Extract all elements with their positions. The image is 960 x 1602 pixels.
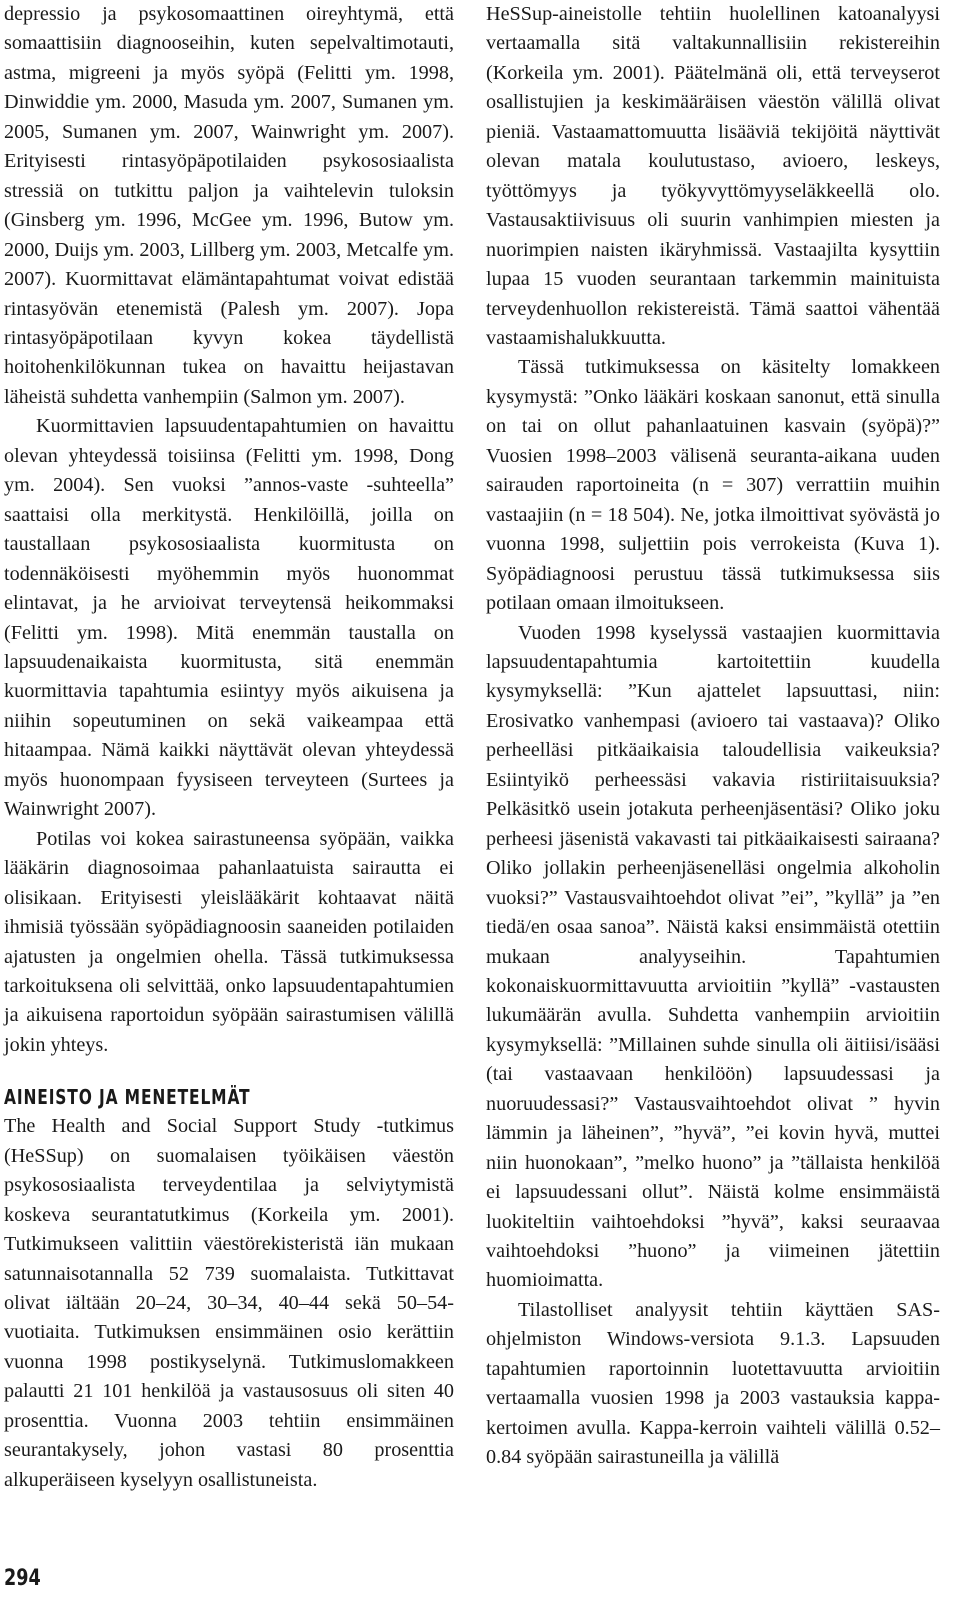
body-paragraph: depressio ja psykosomaattinen oireyhtymä, että somaattisiin diagnooseihin, kuten sepelvaltimotauti, astma, migreeni ja myös syöpä (Felitti ym. 1998, Dinwiddie ym. 2000, Masuda ym. 2007, Sumanen ym. 2005, Sumanen ym. 2007, Wainwright ym. 2007). Erityisesti rintasyöpäpotilaiden psykososiaalista stressiä on tutkittu paljon ja vaihtelevin tuloksin (Ginsberg ym. 1996, McGee ym. 1996, Butow ym. 2000, Duijs ym. 2003, Lillberg ym. 2003, Metcalfe ym. 2007). Kuormittavat elämäntapahtumat voivat edistää rintasyövän etenemistä (Palesh ym. 2007). Jopa rintasyöpäpotilaan kyvyn kokea täydellistä hoitohenkilökunnan tukea on havaittu heijastavan läheistä suhdetta vanhempiin (Salmon ym. 2007). [4,3,454,408]
section-heading: AINEISTO JA MENETELMÄT [4,1085,251,1110]
body-paragraph: Tässä tutkimuksessa on käsitelty lomakkeen kysymystä: ”Onko lääkäri koskaan sanonut, että sinulla on tai on ollut pahanlaatuinen kasvain (syöpä)?” Vuosien 1998–2003 välisenä seuranta-aikana uuden sairauden raportoineita (n = 307) verrattiin muihin vastaajiin (n = 18 504). Ne, jotka ilmoittivat syövästä jo vuonna 1998, suljettiin pois verrokeista (Kuva 1). Syöpädiagnoosi perustuu tässä tutkimuksessa siis potilaan omaan ilmoitukseen. [486,356,940,615]
left-column [4,0,454,1495]
body-paragraph: HeSSup-aineistolle tehtiin huolellinen katoanalyysi vertaamalla sitä valtakunnallisiin rekistereihin (Korkeila ym. 2001). Päätelmänä oli, että terveyserot osallistujien ja keskimääräisen väestön välillä olivat pieniä. Vastaamattomuutta lisääviä tekijöitä näyttivät olevan matala koulutustaso, avioero, leskeys, työttömyys ja työkyvyttömyyseläkkeellä olo. Vastausaktiivisuus oli suurin vanhimpien miesten ja nuorimpien naisten ikäryhmissä. Vastaajilta kysyttiin lupaa 15 vuoden seurantaan tarkemmin mainituista terveydenhuollon rekistereistä. Tämä saattoi vähentää vastaamishalukkuutta. [486,3,940,349]
body-paragraph: Tilastolliset analyysit tehtiin käyttäen SAS-ohjelmiston Windows-versiota 9.1.3. Lapsuuden tapahtumien raportoinnin luotettavuutta arvioitiin vertaamalla vuosien 1998 ja 2003 vastauksia kappa-kertoimen avulla. Kappa-kerroin vaihteli välillä 0.52–0.84 syöpään sairastuneilla ja välillä [486,1298,940,1469]
body-paragraph: Vuoden 1998 kyselyssä vastaajien kuormittavia lapsuudentapahtumia kartoitettiin kuudella kysymyksellä: ”Kun ajattelet lapsuuttasi, niin: Erosivatko vanhempasi (avioero tai vastaava)? Oliko perheelläsi pitkäaikaisia taloudellisia vaikeuksia? Esiintyikö perheessäsi vakavia ristiriitaisuuksia? Pelkäsitkö usein jotakuta perheenjäsentäsi? Oliko joku perheesi jäsenistä vakavasti tai pitkäaikaisesti sairaana? Oliko jollakin perheenjäsenelläsi ongelmia alkoholin vuoksi?” Vastausvaihtoehdot olivat ”ei”, ”kyllä” ja ”en tiedä/en osaa sanoa”. Näistä kaksi ensimmäistä otettiin mukaan analyyseihin. Tapahtumien kokonaiskuormittavuutta arvioitiin ”kyllä” -vastausten lukumäärän avulla. Suhdetta vanhempiin arvioitiin kysymyksellä: ”Millainen suhde sinulla oli äitiisi/isääsi (tai vastaavaan henkilöön) lapsuudessasi ja nuoruudessasi?” Vastausvaihtoehdot olivat ” hyvin lämmin ja läheinen”, ”hyvä”, ”ei kovin hyvä, muttei niin huonokaan”, ”melko huono” ja ”tällaista henkilöä ei lapsuudessani ollut”. Näistä kolme ensimmäistä luokiteltiin vaihtoehdoksi ”hyvä”, kaksi seuraavaa vaihtoehdoksi ”huono” ja viimeinen jätettiin huomioimatta. [486,621,940,1292]
body-paragraph: Kuormittavien lapsuudentapahtumien on havaittu olevan yhteydessä toisiinsa (Felitti ym. 1998, Dong ym. 2004). Sen vuoksi ”annos-vaste -suhteella” saattaisi olla merkitystä. Henkilöillä, joilla on taustallaan psykososiaalista kuormitusta on todennäköisesti myöhemmin myös huonommat elintavat, ja he arvioivat terveytensä heikommaksi (Felitti ym. 1998). Mitä enemmän taustalla on lapsuudenaikaista kuormitusta, sitä enemmän kuormittavia tapahtumia esiintyy myös aikuisena ja niihin sopeutuminen on sekä vaikeampaa että hitaampaa. Nämä kaikki näyttävät olevan yhteydessä myös huonompaan fyysiseen terveyteen (Surtees ja Wainwright 2007). [4,415,454,821]
body-paragraph: Potilas voi kokea sairastuneensa syöpään, vaikka lääkärin diagnosoimaa pahanlaatuista sairautta ei olisikaan. Erityisesti yleislääkärit kohtaavat näitä ihmisiä työssään syöpädiagnoosin saaneiden potilaiden ajatusten ja ongelmien ohella. Tässä tutkimuksessa tarkoituksena oli selvittää, onko lapsuudentapahtumien ja aikuisena raportoidun syöpään sairastumisen välillä jokin yhteys. [4,827,454,1056]
body-paragraph: The Health and Social Support Study -tutkimus (HeSSup) on suomalaisen työikäisen väestön psykososiaalista terveydentilaa ja selviytymistä koskeva seurantatutkimus (Korkeila ym. 2001). Tutkimukseen valittiin väestörekisteristä iän mukaan satunnaisotannalla 52 739 suomalaista. Tutkittavat olivat iältään 20–24, 30–34, 40–44 sekä 50–54-vuotiaita. Tutkimuksen ensimmäinen osio kerättiin vuonna 1998 postikyselynä. Tutkimuslomakkeen palautti 21 101 henkilöä ja vastausosuus oli siten 40 prosenttia. Vuonna 2003 tehtiin ensimmäinen seurantakysely, johon vastasi 80 prosenttia alkuperäiseen kyselyyn osallistuneista. [4,1115,454,1491]
right-column [486,0,940,1473]
page-number: 294 [4,1566,41,1591]
